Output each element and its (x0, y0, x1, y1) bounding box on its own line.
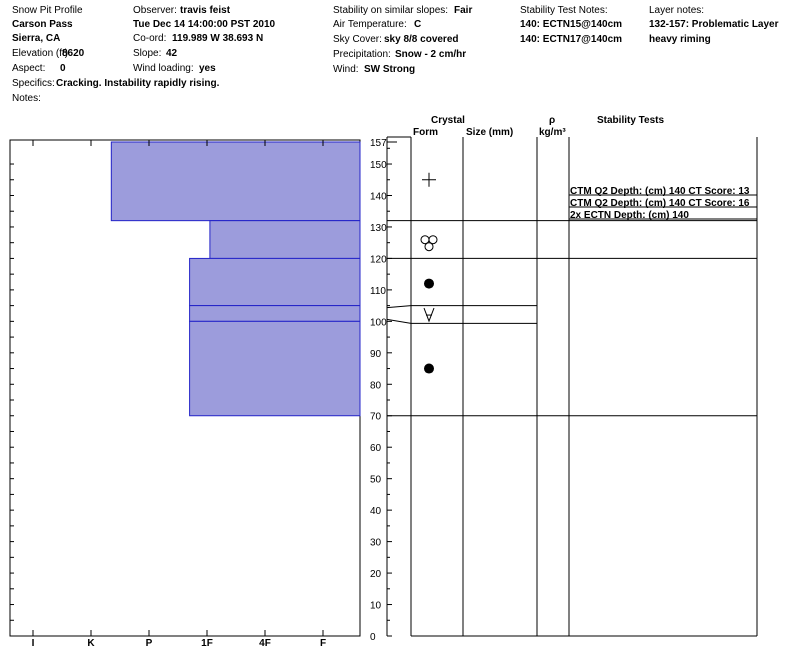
stability-value: Fair (454, 5, 473, 16)
notes-label: Notes: (12, 93, 41, 104)
height-tick-label: 40 (370, 506, 382, 518)
snow-layer (111, 142, 360, 221)
density-header: ρ (549, 115, 556, 126)
location: Carson Pass (12, 19, 73, 30)
height-tick-label: 60 (370, 443, 382, 455)
crystal-header: Crystal (431, 115, 465, 126)
layer-note-1: 132-157: Problematic Layer (649, 19, 779, 30)
air-temp-label: Air Temperature: (333, 19, 407, 30)
height-tick-label: 30 (370, 537, 382, 549)
rimed-particles-icon (421, 236, 437, 251)
rounded-grains-icon (424, 364, 434, 374)
height-tick-label: 10 (370, 600, 382, 612)
sky-value: sky 8/8 covered (384, 34, 459, 45)
hardness-tick-label: F (319, 638, 327, 649)
layer-boundary-line (387, 306, 537, 308)
sky-label: Sky Cover: (333, 34, 382, 45)
height-tick-label: 50 (370, 474, 382, 486)
height-tick-label: 130 (370, 222, 387, 234)
height-tick-label: 70 (370, 411, 382, 423)
snow-layer (190, 306, 360, 322)
stability-test-note-2: 140: ECTN17@140cm (520, 34, 623, 45)
precip-value: Snow - 2 cm/hr (395, 49, 467, 60)
hardness-tick-label: I (31, 638, 35, 649)
depth-hoar-icon (424, 308, 434, 321)
stability-label: Stability on similar slopes: (333, 5, 449, 16)
precipitation-particles-icon (422, 173, 436, 187)
aspect-value: 0 (60, 63, 66, 74)
stability-tests-header: Stability Tests (597, 115, 665, 126)
hardness-tick-label: K (87, 638, 95, 649)
snow-layer (210, 221, 360, 259)
stability-test-row-3: 2x ECTN Depth: (cm) 140 (570, 210, 689, 221)
height-tick-label: 157 (370, 138, 387, 149)
coord-label: Co-ord: (133, 33, 167, 44)
layer-boundary-line (387, 319, 537, 323)
height-tick-label: 20 (370, 569, 382, 581)
slope-value: 42 (166, 48, 178, 59)
height-tick-label: 140 (370, 191, 387, 203)
size-header: Size (mm) (466, 127, 514, 138)
aspect-label: Aspect: (12, 63, 46, 74)
wind-loading-label: Wind loading: (133, 63, 194, 74)
wind-value: SW Strong (364, 64, 416, 75)
hardness-tick-label: 4F (259, 638, 271, 649)
height-tick-label: 110 (370, 285, 386, 297)
elevation-value: 8620 (62, 48, 85, 59)
density-unit: kg/m³ (539, 127, 566, 138)
air-temp-value: C (414, 19, 422, 30)
snow-layer (190, 321, 360, 415)
form-header: Form (413, 127, 438, 138)
specifics-value: Cracking. Instability rapidly rising. (56, 78, 220, 89)
coord-value: 119.989 W 38.693 N (172, 33, 264, 44)
observer-value: travis feist (180, 5, 231, 16)
profile-label: Snow Pit Profile (12, 5, 83, 16)
height-tick-label: 100 (370, 317, 387, 329)
observer-label: Observer: (133, 5, 177, 16)
region: Sierra, CA (12, 33, 61, 44)
height-tick-label: 120 (370, 254, 387, 266)
hardness-tick-label: 1F (201, 638, 213, 649)
rounded-grains-icon (424, 279, 434, 289)
snow-layer (190, 258, 360, 305)
precip-label: Precipitation: (333, 49, 391, 60)
slope-label: Slope: (133, 48, 162, 59)
stability-test-notes-label: Stability Test Notes: (520, 5, 608, 16)
elevation-label: Elevation (ft) (12, 48, 69, 59)
stability-test-row-1: CTM Q2 Depth: (cm) 140 CT Score: 13 (570, 186, 750, 197)
height-tick-label: 90 (370, 348, 382, 360)
stability-test-row-2: CTM Q2 Depth: (cm) 140 CT Score: 16 (570, 198, 750, 209)
height-tick-label: 0 (370, 632, 376, 643)
layer-notes-label: Layer notes: (649, 5, 705, 16)
wind-label: Wind: (333, 64, 359, 75)
stability-test-note-1: 140: ECTN15@140cm (520, 19, 623, 30)
wind-loading-value: yes (199, 63, 216, 74)
height-tick-label: 150 (370, 160, 387, 172)
datetime: Tue Dec 14 14:00:00 PST 2010 (133, 19, 276, 30)
layer-note-2: heavy riming (649, 34, 711, 45)
height-tick-label: 80 (370, 380, 382, 392)
specifics-label: Specifics: (12, 78, 55, 89)
hardness-tick-label: P (145, 638, 153, 649)
